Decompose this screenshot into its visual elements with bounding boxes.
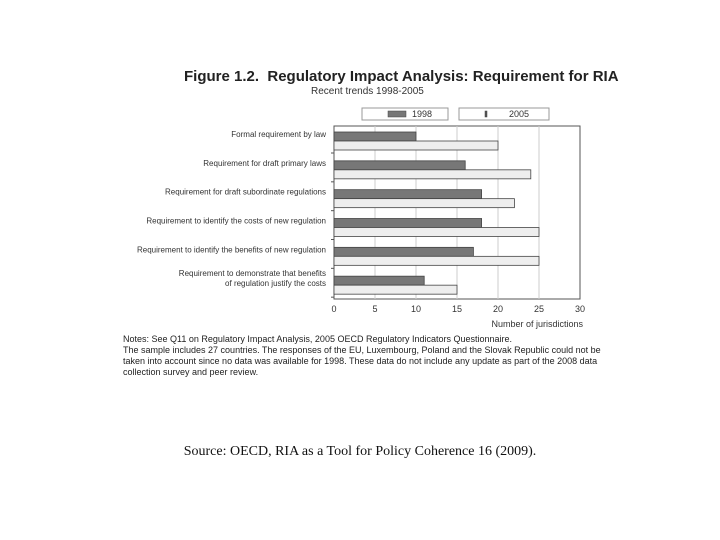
category-label: Formal requirement by law bbox=[231, 130, 326, 139]
x-tick-label: 0 bbox=[331, 304, 337, 314]
legend-box bbox=[459, 108, 549, 120]
x-tick-label: 20 bbox=[492, 304, 504, 314]
bar-2005 bbox=[334, 256, 539, 265]
bar-1998 bbox=[334, 132, 416, 141]
bar-1998 bbox=[334, 247, 473, 256]
category-label: Requirement to demonstrate that benefits bbox=[178, 269, 326, 279]
figure-subtitle: Recent trends 1998-2005 bbox=[311, 86, 424, 97]
notes-line-2: The sample includes 27 countries. The responses of the EU, Luxembourg, Poland and the Slovak Republic could not be taken into account since no data was available for 1998. These data do not include any update as part of the 2008 data collection survey and peer review. bbox=[123, 345, 601, 377]
bar-2005 bbox=[334, 199, 514, 208]
bar-2005 bbox=[334, 285, 457, 294]
bar-1998 bbox=[334, 190, 482, 199]
legend-label: 2005 bbox=[509, 109, 530, 119]
bar-1998 bbox=[334, 219, 482, 228]
category-label: of regulation justify the costs bbox=[225, 279, 326, 289]
bar-2005 bbox=[334, 170, 531, 179]
bar-1998 bbox=[334, 161, 465, 170]
category-label: Requirement to identify the costs of new regulation bbox=[146, 216, 326, 226]
x-axis-label: Number of jurisdictions bbox=[491, 319, 583, 329]
notes-line-1: Notes: See Q11 on Regulatory Impact Analysis, 2005 OECD Regulatory Indicators Questionnaire. bbox=[123, 334, 513, 344]
category-label: Requirement for draft subordinate regulations bbox=[165, 187, 326, 197]
category-label: Requirement to identify the benefits of new regulation bbox=[136, 245, 326, 255]
figure-title: Regulatory Impact Analysis: Requirement for RIA bbox=[267, 68, 619, 85]
bar-2005 bbox=[334, 141, 498, 150]
legend-label: 1998 bbox=[412, 109, 433, 119]
source-caption: Source: OECD, RIA as a Tool for Policy Coherence 16 (2009). bbox=[183, 444, 537, 459]
figure-number: Figure 1.2. bbox=[184, 68, 260, 85]
legend-swatch bbox=[485, 111, 487, 117]
x-tick-label: 25 bbox=[533, 304, 545, 314]
figure-notes bbox=[123, 334, 623, 378]
bar-2005 bbox=[334, 228, 539, 237]
category-label: Requirement for draft primary laws bbox=[203, 158, 326, 168]
x-tick-label: 5 bbox=[372, 304, 378, 314]
x-tick-label: 15 bbox=[451, 304, 463, 314]
bar-1998 bbox=[334, 276, 424, 285]
x-tick-label: 10 bbox=[410, 304, 422, 314]
x-tick-label: 30 bbox=[574, 304, 586, 314]
legend-swatch bbox=[388, 111, 406, 117]
